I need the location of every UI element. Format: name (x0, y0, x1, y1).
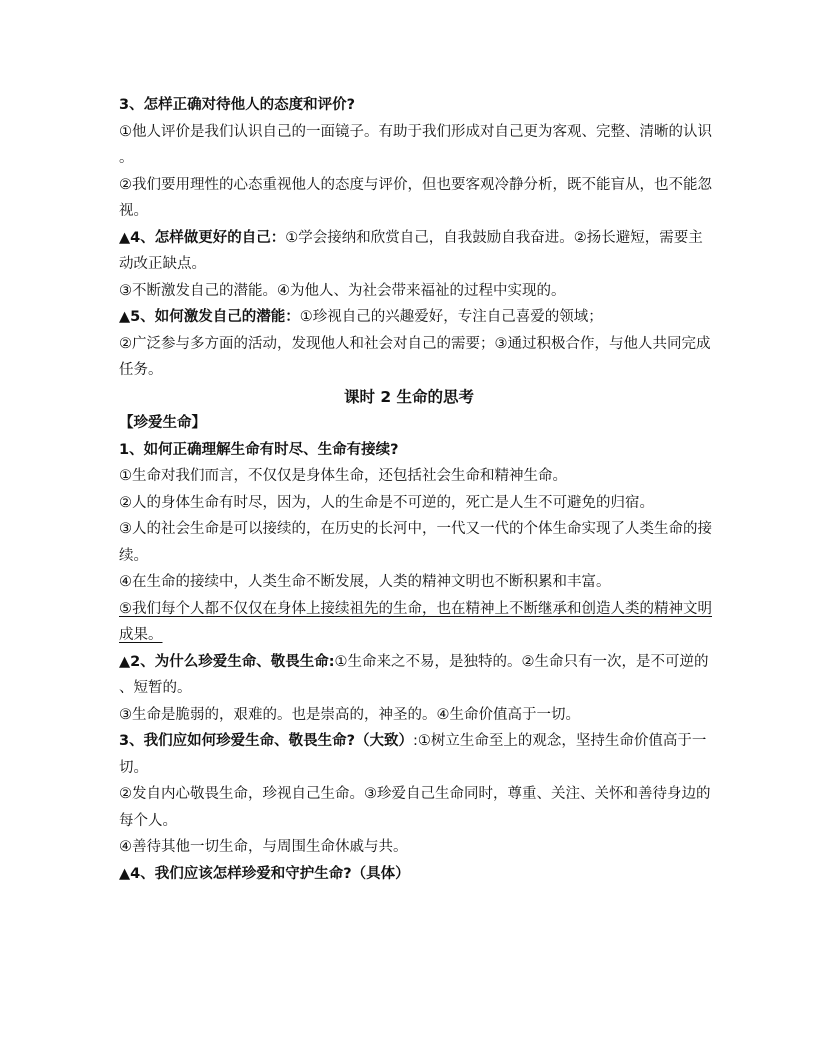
answer-line: ②发自内心敬畏生命，珍视自己生命。③珍爱自己生命同时，尊重、关注、关怀和善待身边的 (119, 786, 711, 802)
answer-text: ①学会接纳和欣赏自己，自我鼓励自我奋进。②扬长避短，需要主 (285, 229, 703, 246)
question-5-line (119, 304, 699, 331)
question-4-heading: ▲4、怎样做更好的自己： (119, 229, 286, 246)
question-2-heading: ▲2、为什么珍爱生命、敬畏生命: (119, 653, 335, 670)
question-2-line (119, 649, 709, 676)
answer-line: 视。 (119, 203, 148, 219)
answer-line: ④善待其他一切生命，与周围生命休戚与共。 (119, 839, 408, 855)
underlined-answer-line: ⑤我们每个人都不仅仅在身体上接续祖先的生命，也在精神上不断继承和创造人类的精神文明 (119, 600, 712, 617)
answer-text: :①树立生命至上的观念，坚持生命价值高于一 (413, 733, 707, 749)
answer-line: ②人的身体生命有时尽，因为，人的生命是不可逆的，死亡是人生不可避免的归宿。 (119, 494, 654, 511)
answer-line: 切。 (119, 759, 148, 776)
question-1-heading: 1、如何正确理解生命有时尽、生命有接续? (119, 441, 399, 458)
document-page (119, 92, 712, 887)
answer-line: ③生命是脆弱的，艰难的。也是崇高的，神圣的。④生命价值高于一切。 (119, 706, 580, 723)
question-3b-heading: 3、我们应如何珍爱生命、敬畏生命?（大致） (119, 733, 413, 749)
answer-line: ①他人评价是我们认识自己的一面镜子。有助于我们形成对自己更为客观、完整、清晰的认识 (119, 123, 712, 140)
answer-line: 动改正缺点。 (119, 256, 206, 272)
answer-line: 。 (119, 150, 134, 166)
answer-line: ③人的社会生命是可以接续的，在历史的长河中，一代又一代的个体生命实现了人类生命的接 (119, 521, 712, 537)
question-3b-line (119, 728, 707, 755)
question-3-heading: 3、怎样正确对待他人的态度和评价? (119, 97, 355, 113)
section-heading: 【珍爱生命】 (119, 415, 206, 431)
answer-text: ①生命来之不易，是独特的。②生命只有一次，是不可逆的 (334, 653, 709, 670)
answer-line: ③不断激发自己的潜能。④为他人、为社会带来福祉的过程中实现的。 (119, 282, 566, 299)
answer-text: ①珍视自己的兴趣爱好，专注自己喜爱的领域； (299, 309, 603, 325)
answer-line: ②广泛参与多方面的活动，发现他人和社会对自己的需要；③通过积极合作，与他人共同完成 (119, 335, 711, 352)
underlined-answer-line: 成果。 (119, 627, 163, 643)
answer-line: 每个人。 (119, 812, 177, 829)
lesson-title: 课时 2 生命的思考 (343, 387, 475, 406)
answer-line: ②我们要用理性的心态重视他人的态度与评价，但也要客观冷静分析，既不能盲从，也不能忽 (119, 176, 712, 193)
answer-line: ①生命对我们而言，不仅仅是身体生命，还包括社会生命和精神生命。 (119, 468, 567, 484)
question-5-heading: ▲5、如何激发自己的潜能： (119, 309, 300, 325)
answer-line: 任务。 (119, 362, 163, 378)
answer-line: 续。 (119, 547, 148, 564)
question-4b-heading: ▲4、我们应该怎样珍爱和守护生命?（具体） (119, 865, 410, 882)
answer-line: ④在生命的接续中，人类生命不断发展，人类的精神文明也不断积累和丰富。 (119, 574, 611, 590)
answer-line: 、短暂的。 (119, 680, 192, 696)
question-4-line (119, 225, 703, 252)
